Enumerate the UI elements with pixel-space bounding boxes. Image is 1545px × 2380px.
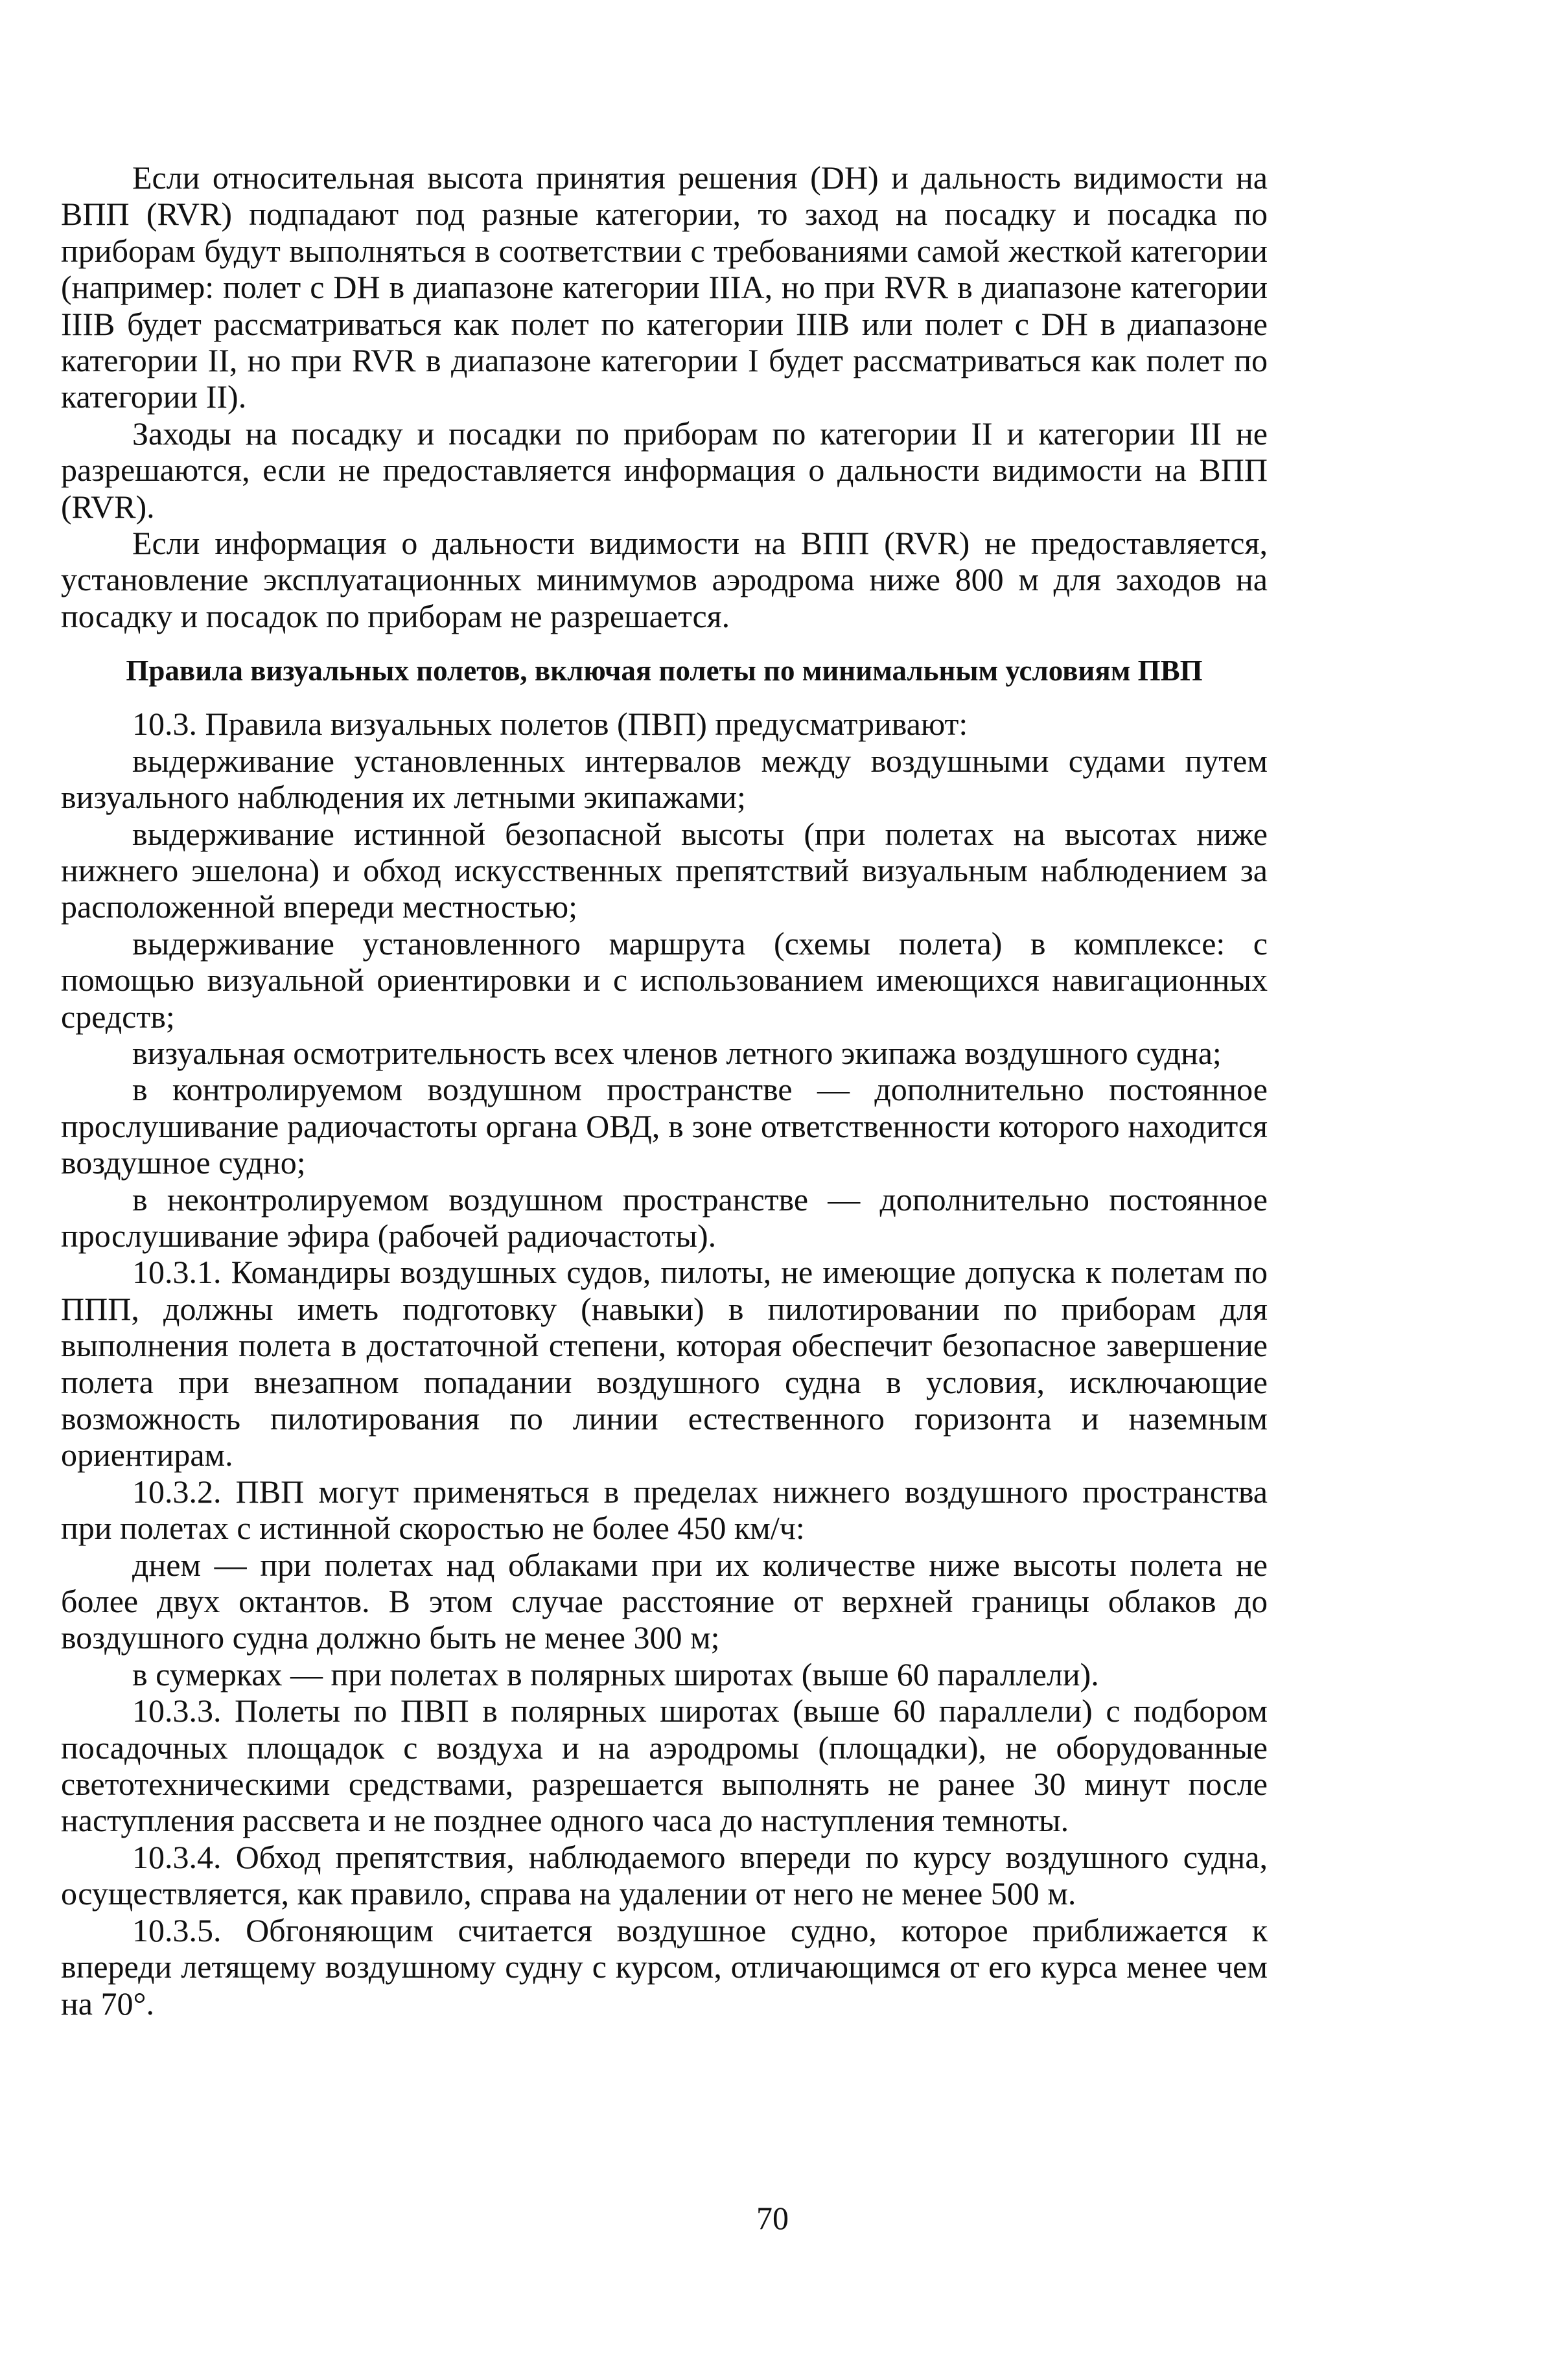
paragraph-10-3-3: 10.3.3. Полеты по ПВП в полярных широтах (выше 60 параллели) с подбором посадочных площадок с воздуха и на аэродромы (площадки), не оборудованные светотехническими средствами, разрешается выполнять не ранее 30 минут после наступления рассвета и не позднее одного часа до наступления темноты. xyxy=(61,1693,1268,1839)
paragraph-cat2-cat3-rvr: Заходы на посадку и посадки по приборам по категории II и категории III не разрешаются, если не предоставляется информация о дальности видимости на ВПП (RVR). xyxy=(61,415,1268,525)
list-item-uncontrolled-airspace: в неконтролируемом воздушном пространстве — дополнительно постоянное прослушивание эфира (рабочей радиочастоты). xyxy=(61,1181,1268,1254)
list-item-lookout: визуальная осмотрительность всех членов летного экипажа воздушного судна; xyxy=(132,1034,1222,1071)
section-heading: Правила визуальных полетов, включая полеты по минимальным условиям ПВП xyxy=(126,654,1203,687)
list-item-controlled-airspace: в контролируемом воздушном пространстве — дополнительно постоянное прослушивание радиочастоты органа ОВД, в зоне ответственности которого находится воздушное судно; xyxy=(61,1071,1268,1181)
paragraph-dh-rvr-categories: Если относительная высота принятия решения (DH) и дальность видимости на ВПП (RVR) подпадают под разные категории, то заход на посадку и посадка по приборам будут выполняться в соответствии с требованиями самой жесткой категории (например: полет с DH в диапазоне категории IIIA, но при RVR в диапазоне категории IIIB будет рассматриваться как полет по категории IIIB или полет с DH в диапазоне категории II, но при RVR в диапазоне категории I будет рассматриваться как полет по категории II). xyxy=(61,159,1268,415)
list-item-daytime: днем — при полетах над облаками при их количестве ниже высоты полета не более двух октантов. В этом случае расстояние от верхней границы облаков до воздушного судна должно быть не менее 300 м; xyxy=(61,1546,1268,1656)
list-item-separation: выдерживание установленных интервалов между воздушными судами путем визуального наблюдения их летными экипажами; xyxy=(61,742,1268,816)
paragraph-10-3-4: 10.3.4. Обход препятствия, наблюдаемого впереди по курсу воздушного судна, осуществляется, как правило, справа на удалении от него не менее 500 м. xyxy=(61,1838,1268,1912)
list-item-safe-altitude: выдерживание истинной безопасной высоты (при полетах на высотах ниже нижнего эшелона) и обход искусственных препятствий визуальным наблюдением за расположенной впереди местностью; xyxy=(61,815,1268,925)
paragraph-rvr-minimums: Если информация о дальности видимости на ВПП (RVR) не предоставляется, установление эксплуатационных минимумов аэродрома ниже 800 м для заходов на посадку и посадок по приборам не разрешается. xyxy=(61,525,1268,634)
paragraph-10-3-5: 10.3.5. Обгоняющим считается воздушное судно, которое приближается к впереди летящему воздушному судну с курсом, отличающимся от его курса менее чем на 70°. xyxy=(61,1912,1268,2022)
paragraph-10-3-1: 10.3.1. Командиры воздушных судов, пилоты, не имеющие допуска к полетам по ППП, должны иметь подготовку (навыки) в пилотировании по приборам для выполнения полета в достаточной степени, которая обеспечит безопасное завершение полета при внезапном попадании воздушного судна в условия, исключающие возможность пилотирования по линии естественного горизонта и наземным ориентирам. xyxy=(61,1254,1268,1473)
paragraph-10-3-2: 10.3.2. ПВП могут применяться в пределах нижнего воздушного пространства при полетах с истинной скоростью не более 450 км/ч: xyxy=(61,1473,1268,1547)
list-item-twilight: в сумерках — при полетах в полярных широтах (выше 60 параллели). xyxy=(132,1656,1099,1693)
page-number: 70 xyxy=(756,2200,789,2236)
document-page xyxy=(61,159,1268,2022)
list-item-route: выдерживание установленного маршрута (схемы полета) в комплексе: с помощью визуальной ориентировки и с использованием имеющихся навигационных средств; xyxy=(61,925,1268,1035)
paragraph-10-3: 10.3. Правила визуальных полетов (ПВП) предусматривают: xyxy=(132,706,968,743)
